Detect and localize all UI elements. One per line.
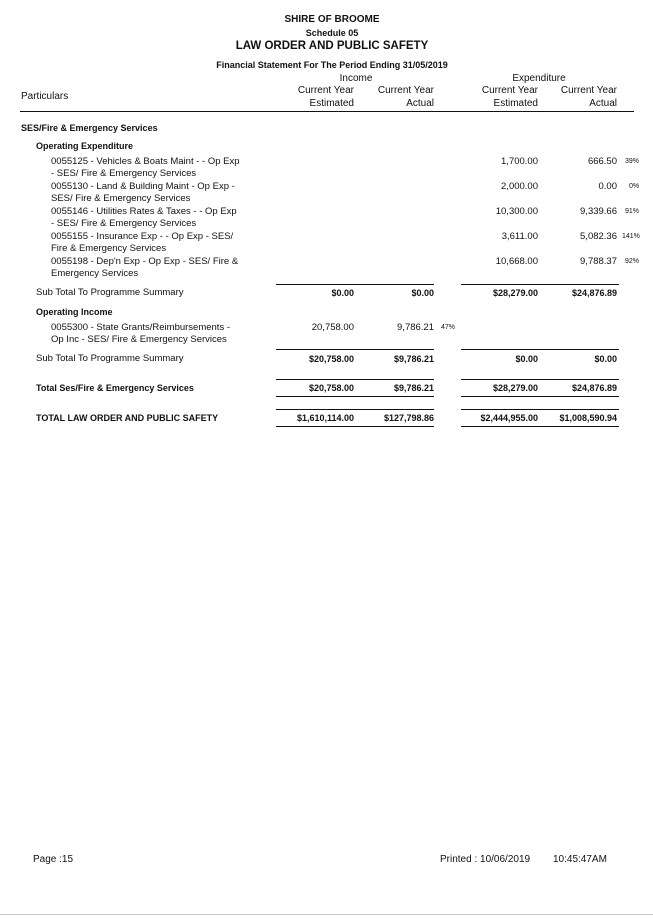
subtotal-label: Sub Total To Programme Summary bbox=[36, 353, 184, 364]
inc-est-value: $0.00 bbox=[331, 288, 354, 298]
row-desc-line2: Emergency Services bbox=[51, 268, 139, 279]
row-desc-line2: Op Inc - SES/ Fire & Emergency Services bbox=[51, 334, 227, 345]
row-desc-line2: Fire & Emergency Services bbox=[51, 243, 167, 254]
exp-est-value: $2,444,955.00 bbox=[480, 413, 538, 423]
exp-est-header-2: Estimated bbox=[493, 98, 538, 109]
exp-est-value: 10,300.00 bbox=[495, 206, 538, 217]
printed-time: 10:45:47AM bbox=[553, 854, 607, 865]
org-name: SHIRE OF BROOME bbox=[284, 14, 380, 25]
printed-date: Printed : 10/06/2019 bbox=[440, 854, 531, 865]
section-title: SES/Fire & Emergency Services bbox=[21, 123, 158, 133]
header-rule bbox=[20, 111, 634, 112]
exp-est-value: $0.00 bbox=[515, 354, 538, 364]
exp-pct: 141% bbox=[622, 233, 640, 240]
exp-act-value: $1,008,590.94 bbox=[559, 413, 617, 423]
exp-act-value: 9,788.37 bbox=[580, 256, 617, 267]
inc-act-value: 9,786.21 bbox=[397, 322, 434, 333]
subtotal-rule-expenditure bbox=[461, 284, 619, 285]
schedule-label: Schedule 05 bbox=[305, 28, 359, 38]
inc-est-header-2: Estimated bbox=[309, 98, 354, 109]
inc-act-value: $0.00 bbox=[411, 288, 434, 298]
opex-title: Operating Expenditure bbox=[36, 141, 134, 151]
income-group-header: Income bbox=[339, 73, 373, 84]
page-number: Page :15 bbox=[33, 854, 74, 865]
exp-est-value: 1,700.00 bbox=[501, 156, 538, 167]
exp-est-value: 2,000.00 bbox=[501, 181, 538, 192]
row-desc-line2: SES/ Fire & Emergency Services bbox=[51, 193, 191, 204]
grand-total-label: TOTAL LAW ORDER AND PUBLIC SAFETY bbox=[36, 413, 219, 423]
page-bottom-rule bbox=[0, 914, 653, 915]
expenditure-group-header: Expenditure bbox=[512, 73, 566, 84]
row-desc-line1: 0055130 - Land & Building Maint - Op Exp - bbox=[51, 181, 235, 192]
particulars-header: Particulars bbox=[21, 91, 69, 102]
inc-est-value: $20,758.00 bbox=[308, 383, 354, 393]
exp-pct: 92% bbox=[625, 258, 640, 265]
period-label: Financial Statement For The Period Ending 31/05/2019 bbox=[216, 60, 448, 70]
inc-pct: 47% bbox=[441, 324, 456, 331]
inc-act-value: $9,786.21 bbox=[393, 383, 434, 393]
row-desc-line1: 0055300 - State Grants/Reimbursements - bbox=[51, 322, 231, 333]
exp-act-value: 9,339.66 bbox=[580, 206, 617, 217]
total-rule-expenditure bbox=[461, 379, 619, 380]
inc-est-value: 20,758.00 bbox=[311, 322, 354, 333]
inc-act-header-1: Current Year bbox=[377, 85, 434, 96]
total-underline-income bbox=[276, 396, 434, 397]
row-desc-line1: 0055125 - Vehicles & Boats Maint - - Op Exp bbox=[51, 156, 240, 167]
exp-act-header-2: Actual bbox=[589, 98, 617, 109]
inc-act-value: $9,786.21 bbox=[393, 354, 434, 364]
row-desc-line2: - SES/ Fire & Emergency Services bbox=[51, 218, 197, 229]
grand-total-rule-expenditure bbox=[461, 409, 619, 410]
inc-est-value: $20,758.00 bbox=[308, 354, 354, 364]
inc-act-value: $127,798.86 bbox=[383, 413, 434, 423]
exp-pct: 0% bbox=[629, 183, 640, 190]
total-underline-expenditure bbox=[461, 396, 619, 397]
opinc-title: Operating Income bbox=[36, 307, 113, 317]
total-rule-income bbox=[276, 379, 434, 380]
inc-act-header-2: Actual bbox=[406, 98, 434, 109]
inc-est-header-1: Current Year bbox=[297, 85, 354, 96]
subtotal-rule-income bbox=[276, 349, 434, 350]
inc-est-value: $1,610,114.00 bbox=[296, 413, 354, 423]
exp-est-value: 10,668.00 bbox=[495, 256, 538, 267]
row-desc-line1: 0055198 - Dep'n Exp - Op Exp - SES/ Fire & bbox=[51, 256, 239, 267]
exp-act-value: $24,876.89 bbox=[571, 288, 617, 298]
row-desc-line1: 0055146 - Utilities Rates & Taxes - - Op Exp bbox=[51, 206, 237, 217]
subtotal-rule-income bbox=[276, 284, 434, 285]
exp-pct: 39% bbox=[625, 158, 640, 165]
exp-act-header-1: Current Year bbox=[560, 85, 617, 96]
exp-act-value: $24,876.89 bbox=[571, 383, 617, 393]
exp-est-value: $28,279.00 bbox=[492, 288, 538, 298]
grand-total-rule-income bbox=[276, 409, 434, 410]
exp-est-value: $28,279.00 bbox=[492, 383, 538, 393]
row-desc-line2: - SES/ Fire & Emergency Services bbox=[51, 168, 197, 179]
exp-est-value: 3,611.00 bbox=[501, 231, 538, 242]
exp-est-header-1: Current Year bbox=[481, 85, 538, 96]
exp-act-value: 666.50 bbox=[587, 156, 617, 167]
exp-pct: 91% bbox=[625, 208, 640, 215]
subtotal-rule-expenditure bbox=[461, 349, 619, 350]
subtotal-label: Sub Total To Programme Summary bbox=[36, 287, 184, 298]
grand-total-underline-expenditure bbox=[461, 426, 619, 427]
exp-act-value: $0.00 bbox=[594, 354, 617, 364]
row-desc-line1: 0055155 - Insurance Exp - - Op Exp - SES/ bbox=[51, 231, 234, 242]
exp-act-value: 5,082.36 bbox=[580, 231, 617, 242]
grand-total-underline-income bbox=[276, 426, 434, 427]
total-label: Total Ses/Fire & Emergency Services bbox=[36, 383, 194, 393]
exp-act-value: 0.00 bbox=[598, 181, 617, 192]
page-title: LAW ORDER AND PUBLIC SAFETY bbox=[235, 40, 429, 52]
